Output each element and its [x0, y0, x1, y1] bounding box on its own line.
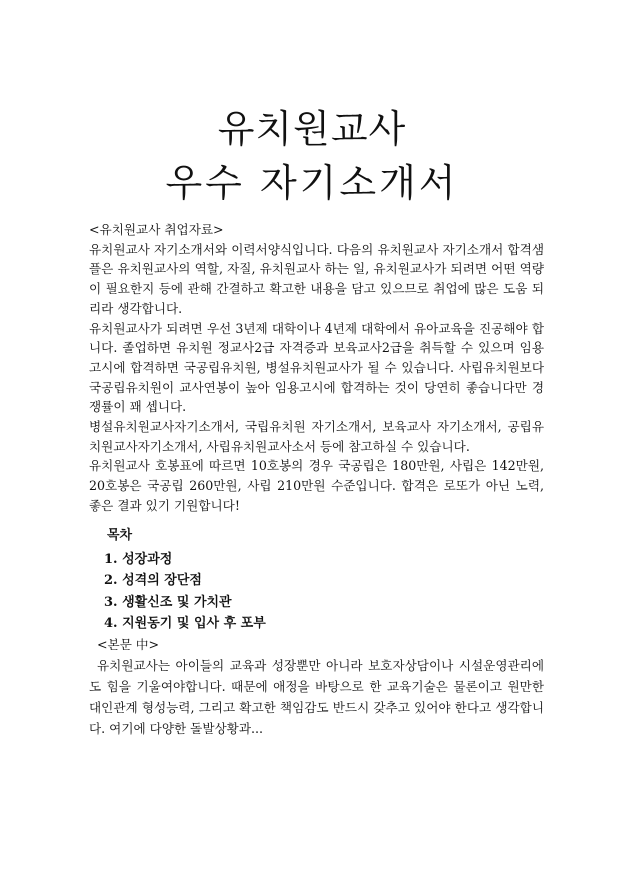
excerpt-heading: <본문 中> — [97, 637, 160, 652]
intro-section-label: <유치원교사 취업자료> — [89, 222, 224, 237]
toc-title: 목차 — [107, 528, 133, 543]
table-of-contents — [104, 525, 266, 635]
toc-item: 1. 성장과정 — [104, 551, 173, 567]
document-title-line1: 유치원교사 — [217, 107, 407, 151]
toc-item: 3. 생활신조 및 가치관 — [104, 594, 232, 610]
excerpt-section — [89, 634, 544, 739]
intro-paragraph: 병설유치원교사자기소개서, 국립유치원 자기소개서, 보육교사 자기소개서, 공립유치원교사자기소개서, 사립유치원교사소서 등에 참고하실 수 있습니다. — [89, 419, 544, 454]
intro-paragraph: 유치원교사 호봉표에 따르면 10호봉의 경우 국공립은 180만원, 사립은 142만원, 20호봉은 국공립 260만원, 사립 210만원 수준입니다. 합격은 로또가 아닌 노력, 좋은 결과 있기 기원합니다! — [89, 458, 544, 513]
intro-paragraph: 유치원교사가 되려면 우선 3년제 대학이나 4년제 대학에서 유아교육을 진공해야 합니다. 졸업하면 유치원 정교사2급 자격증과 보육교사2급을 취득할 수 있으며 임용고시에 합격하면 국공립유치원, 병설유치원교사가 될 수 있습니다. 사립유치원보다 국공립유치원이 교사연봉이 높아 임용고시에 합격하는 것이 당연히 좋습니다만 경쟁률이 꽤 셉니다. — [89, 320, 544, 415]
excerpt-text: 유치원교사는 아이들의 교육과 성장뿐만 아니라 보호자상담이나 시설운영관리에도 힘을 기울여야합니다. 때문에 애정을 바탕으로 한 교육기술은 물론이고 원만한 대인관계 형성능력, 그리고 확고한 책임감도 반드시 갖추고 있어야 한다고 생각합니다. 여기에 다양한 돌발상황과... — [89, 658, 544, 736]
toc-item: 2. 성격의 장단점 — [104, 573, 202, 588]
toc-item: 4. 지원동기 및 입사 후 포부 — [104, 616, 266, 631]
intro-paragraph: 유치원교사 자기소개서와 이력서양식입니다. 다음의 유치원교사 자기소개서 합격샘플은 유치원교사의 역할, 자질, 유치원교사 하는 일, 유치원교사가 되려면 어떤 역량이 필요한지 등에 관해 간결하고 확고한 내용을 담고 있으므로 취업에 많은 도움 되리라 생각합니다. — [89, 241, 544, 316]
intro-section — [89, 220, 544, 516]
toc-list — [104, 549, 266, 635]
document-title-line2: 우수 자기소개서 — [165, 161, 459, 205]
